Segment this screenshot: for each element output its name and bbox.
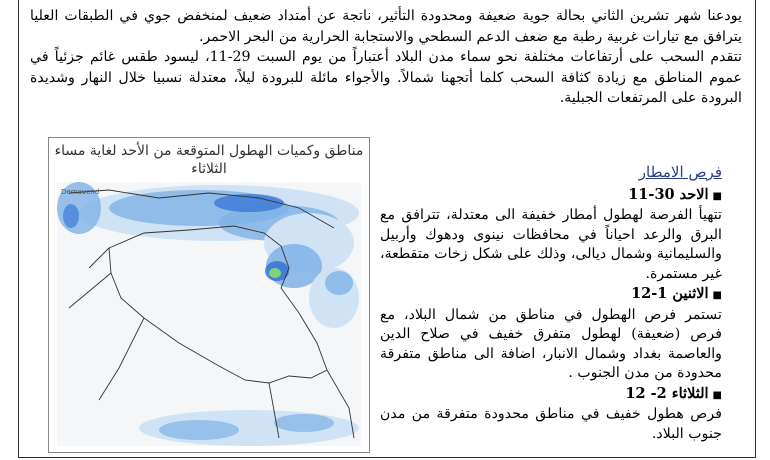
square-bullet-icon: ■ [712,190,722,202]
square-bullet-icon: ■ [712,290,722,301]
square-bullet-icon: ■ [712,389,722,401]
map-graphic [49,138,369,452]
intro-paragraph-2: تتقدم السحب على أرتفاعات مختلفة نحو سماء مدن البلاد أعتباراً من يوم السبت 29-11، ليسود طقس غائم جزئياً في عموم المناطق مع زيادة كثافة السحب كلما أتجهنا شمالاً. والأجواء مائلة للبرودة ليلاً، معتدلة نسبيا خلال النهار وشديدة البرودة على المرتفعات الجبلية. [30,49,742,106]
precipitation-map [48,137,370,453]
day-label: الثلاثاء 2- 12 [625,384,709,402]
day-text-tuesday: فرص هطول خفيف في مناطق محدودة متفرقة من مدن جنوب البلاد. [380,406,722,442]
day-label: الاثنين 1-12 [631,285,709,302]
intro-paragraph-1: يودعنا شهر تشرين الثاني بحالة جوية ضعيفة ومحدودة التأثير، ناتجة عن أمتداد ضعيف لمنخفض جوي في الطبقات العليا يترافق مع تيارات غربية رطبة مع ضعف الدعم السطحي والاستجابة الحرارية من البحر الاحمر. [30,8,742,45]
map-place-label: Demavend [61,188,100,196]
day-label: الاحد 30-11 [628,185,709,203]
day-heading-sunday [380,185,722,207]
day-text-sunday: تتهيأ الفرصة لهطول أمطار خفيفة الى معتدلة، تترافق مع البرق والرعد احياناً في محافظات نينوى ودهوك وأربيل والسليمانية وشمال ديالى، وذلك على شكل زخات متقطعة، غير مستمرة. [380,207,722,282]
day-heading-tuesday [380,384,722,406]
forecast-section-title: فرص الامطار [638,163,722,181]
intro-text [30,6,742,109]
map-title: مناطق وكميات الهطول المتوقعة من الأحد لغاية مساء الثلاثاء [54,143,364,177]
rain-forecast [380,163,722,444]
day-text-monday: تستمر فرص الهطول في مناطق من شمال البلاد، مع فرص (ضعيفة) لهطول متفرق خفيف في صلاح الدين والعاصمة بغداد وشمال الانبار، اضافة الى مناطق متفرقة محدودة من مدن الجنوب . [380,306,722,381]
day-heading-monday [380,284,722,306]
